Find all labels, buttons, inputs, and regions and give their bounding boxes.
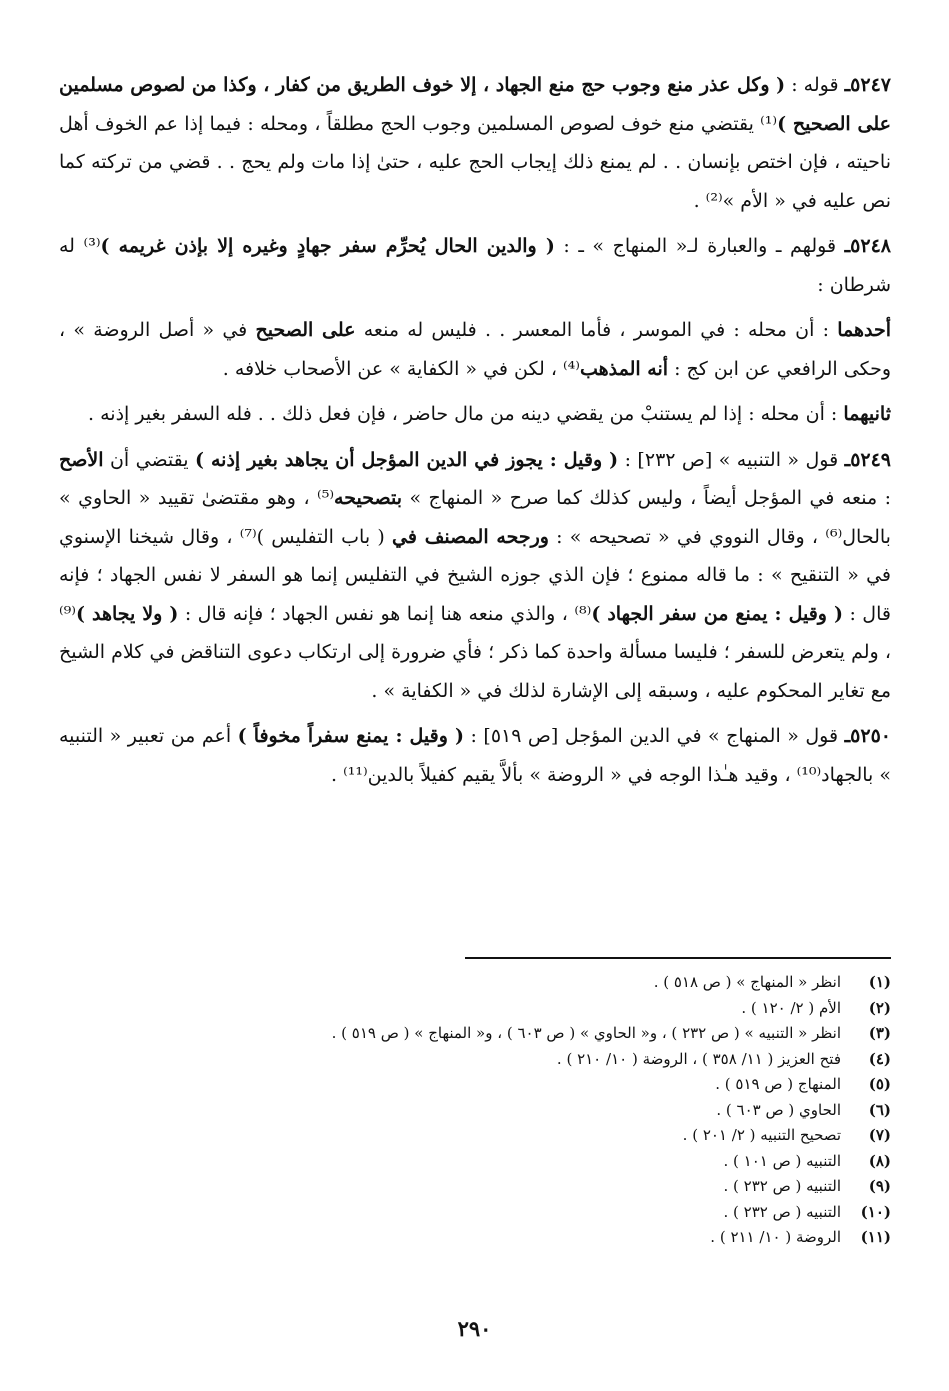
footnote-text: الروضة ( ١٠/ ٢١١ ) .	[710, 1228, 841, 1246]
paragraph-text: ⁽⁸⁾ ، والذي منعه هنا إنما هو نفس الجهاد ؛ فإنه قال :	[178, 602, 592, 625]
paragraph	[59, 441, 891, 711]
paragraph-text: في « أصل الروضة » ، وحكى الرافعي عن ابن كج :	[59, 319, 891, 380]
footnote-text: التنبيه ( ص ٢٣٢ ) .	[723, 1202, 841, 1221]
emphasized-text: ( ولا يجاهد )	[75, 602, 179, 625]
emphasized-text: أنه المذهب	[579, 357, 669, 380]
footnote	[59, 1200, 891, 1226]
footnote-number: (٤)	[868, 1049, 891, 1068]
footnote-text: انظر « المنهاج » ( ص ٥١٨ ) .	[653, 973, 841, 991]
paragraph	[59, 66, 891, 220]
footnote-text: فتح العزيز ( ١١/ ٣٥٨ ) ، الروضة ( ١٠/ ٢١٠ ) .	[556, 1049, 841, 1068]
paragraph-text: قوله :	[785, 74, 845, 96]
footnotes-list	[59, 970, 891, 1251]
footnote-number: (٧)	[868, 1126, 891, 1144]
paragraph-number: ٥٢٤٧ـ	[844, 74, 891, 96]
footnote-number: (٣)	[868, 1024, 891, 1042]
paragraph-text: قولهم ـ والعبارة لـ« المنهاج » ـ :	[554, 235, 845, 257]
paragraph-text: أعم من تعبير « التنبيه » بالجهاد⁽¹⁰⁾ ، وقيد هـٰذا الوجه في « الروضة » بألاَّ يقيم كفيلاً بالدين⁽¹¹⁾ .	[59, 725, 891, 786]
emphasized-text: على الصحيح	[255, 319, 356, 341]
footnote	[59, 996, 891, 1022]
footnote	[59, 1021, 891, 1047]
paragraph-text: : أن محله : إذا لم يستنبْ من يقضي دينه من مال حاضر ، فإن فعل ذلك . . فله السفر بغير إذنه .	[88, 403, 844, 425]
paragraph-text: : منعه في المؤجل أيضاً ، وليس كذلك كما صرح « المنهاج »	[401, 487, 891, 509]
paragraph-number: ٥٢٤٨ـ	[844, 235, 891, 257]
paragraph	[59, 227, 891, 304]
footnote-text: التنبيه ( ص ١٠١ ) .	[723, 1151, 841, 1170]
footnote	[59, 1047, 891, 1073]
footnote-number: (٨)	[868, 1151, 891, 1170]
footnote	[59, 1149, 891, 1175]
paragraph-text: قول « التنبيه » [ص ٢٣٢] :	[618, 448, 845, 471]
footnote	[59, 970, 891, 996]
footnote-number: (٢)	[868, 998, 891, 1017]
main-text	[59, 66, 891, 801]
paragraph-text: ⁽³⁾ له شرطان :	[59, 235, 891, 296]
paragraph-text: ⁽⁹⁾ ، ولم يتعرض للسفر ؛ فليسا مسألة واحدة كما ذكر ؛ فأي ضرورة إلى ارتكاب دعوى التناقض في كلام الشيخ مع تغاير المحكوم عليه ، وسبقه إلى الإشارة لذلك في « الكفاية » .	[59, 602, 891, 702]
paragraph	[59, 395, 891, 434]
emphasized-text: ورجحه المصنف في	[391, 525, 549, 548]
emphasized-text: بتصحيحه	[334, 487, 402, 509]
footnote	[59, 1123, 891, 1149]
footnote-text: تصحيح التنبيه ( ٢/ ٢٠١ ) .	[682, 1126, 841, 1144]
footnote-text: التنبيه ( ص ٢٣٢ ) .	[723, 1177, 841, 1195]
footnote-text: الحاوي ( ص ٦٠٣ ) .	[716, 1100, 841, 1119]
footnote-number: (١١)	[860, 1228, 891, 1246]
paragraph-number: ٥٢٤٩ـ	[844, 448, 892, 471]
paragraph-text: ⁽⁴⁾ ، لكن في « الكفاية » عن الأصحاب خلافه .	[222, 357, 580, 380]
emphasized-text: ( وقيل : يجوز في الدين المؤجل أن يجاهد بغير إذنه )	[195, 448, 619, 471]
paragraph-text: قول « المنهاج » في الدين المؤجل [ص ٥١٩] :	[464, 725, 845, 747]
emphasized-text: ( وقيل : يمنع سفراً مخوفاً )	[237, 725, 464, 747]
footnote-number: (٦)	[868, 1100, 891, 1119]
footnote-number: (١٠)	[860, 1202, 891, 1221]
footnote	[59, 1225, 891, 1251]
footnote	[59, 1098, 891, 1124]
footnote	[59, 1174, 891, 1200]
footnote-separator	[465, 957, 891, 959]
footnote-text: انظر « التنبيه » ( ص ٢٣٢ ) ، و« الحاوي » ( ص ٦٠٣ ) ، و« المنهاج » ( ص ٥١٩ ) .	[331, 1024, 841, 1042]
footnote-number: (٩)	[868, 1177, 891, 1195]
emphasized-text: أحدهما	[837, 319, 891, 341]
footnote-text: المنهاج ( ص ٥١٩ ) .	[715, 1075, 841, 1093]
emphasized-text: ( وكل عذر منع وجوب حج منع الجهاد ، إلا خوف الطريق من كفار ، وكذا من لصوص مسلمين على الصحيح )	[59, 74, 891, 135]
footnote-number: (٥)	[868, 1075, 891, 1093]
emphasized-text: ثانيهما	[843, 403, 891, 425]
emphasized-text: الأصح	[59, 448, 104, 471]
paragraph	[59, 311, 891, 388]
emphasized-text: ( والدين الحال يُحرِّم سفر جهادٍ وغيره إلا بإذن غريمه )	[100, 235, 555, 257]
paragraph-number: ٥٢٥٠ـ	[844, 725, 891, 747]
footnote	[59, 1072, 891, 1098]
emphasized-text: ( وقيل : يمنع من سفر الجهاد )	[591, 602, 843, 625]
paragraph-text: : أن محله : في الموسر ، فأما المعسر . . فليس له منعه	[355, 319, 838, 341]
paragraph-text: ( باب التفليس )⁽⁷⁾ ، وقال شيخنا الإسنوي في « التنقيح » : ما قاله ممنوع ؛ فإن الذي جوزه الشيخ في التفليس إنما هو السفر لا نفس الجهاد ؛ فإنه قال :	[59, 525, 891, 625]
page-number: ٢٩٠	[457, 1316, 492, 1341]
paragraph	[59, 717, 891, 794]
footnote-number: (١)	[868, 973, 891, 991]
footnote-text: الأم ( ٢/ ١٢٠ ) .	[741, 998, 841, 1017]
paragraph-text: ⁽⁵⁾ ، وهو مقتضىٰ تقييد « الحاوي » بالحال⁽⁶⁾ ، وقال النووي في « تصحيحه » :	[59, 487, 891, 548]
paragraph-text: يقتضي أن	[103, 448, 195, 471]
paragraph-text: ⁽¹⁾ يقتضي منع خوف لصوص المسلمين وجوب الحج مطلقاً ، ومحله : فيما إذا عم الخوف أهل ناحيته ، فإن اختص بإنسان . . لم يمنع ذلك إيجاب الحج عليه ، حتىٰ إذا مات ولم يحج . . قضي من تركته كما نص عليه في « الأم »⁽²⁾ .	[59, 112, 891, 212]
